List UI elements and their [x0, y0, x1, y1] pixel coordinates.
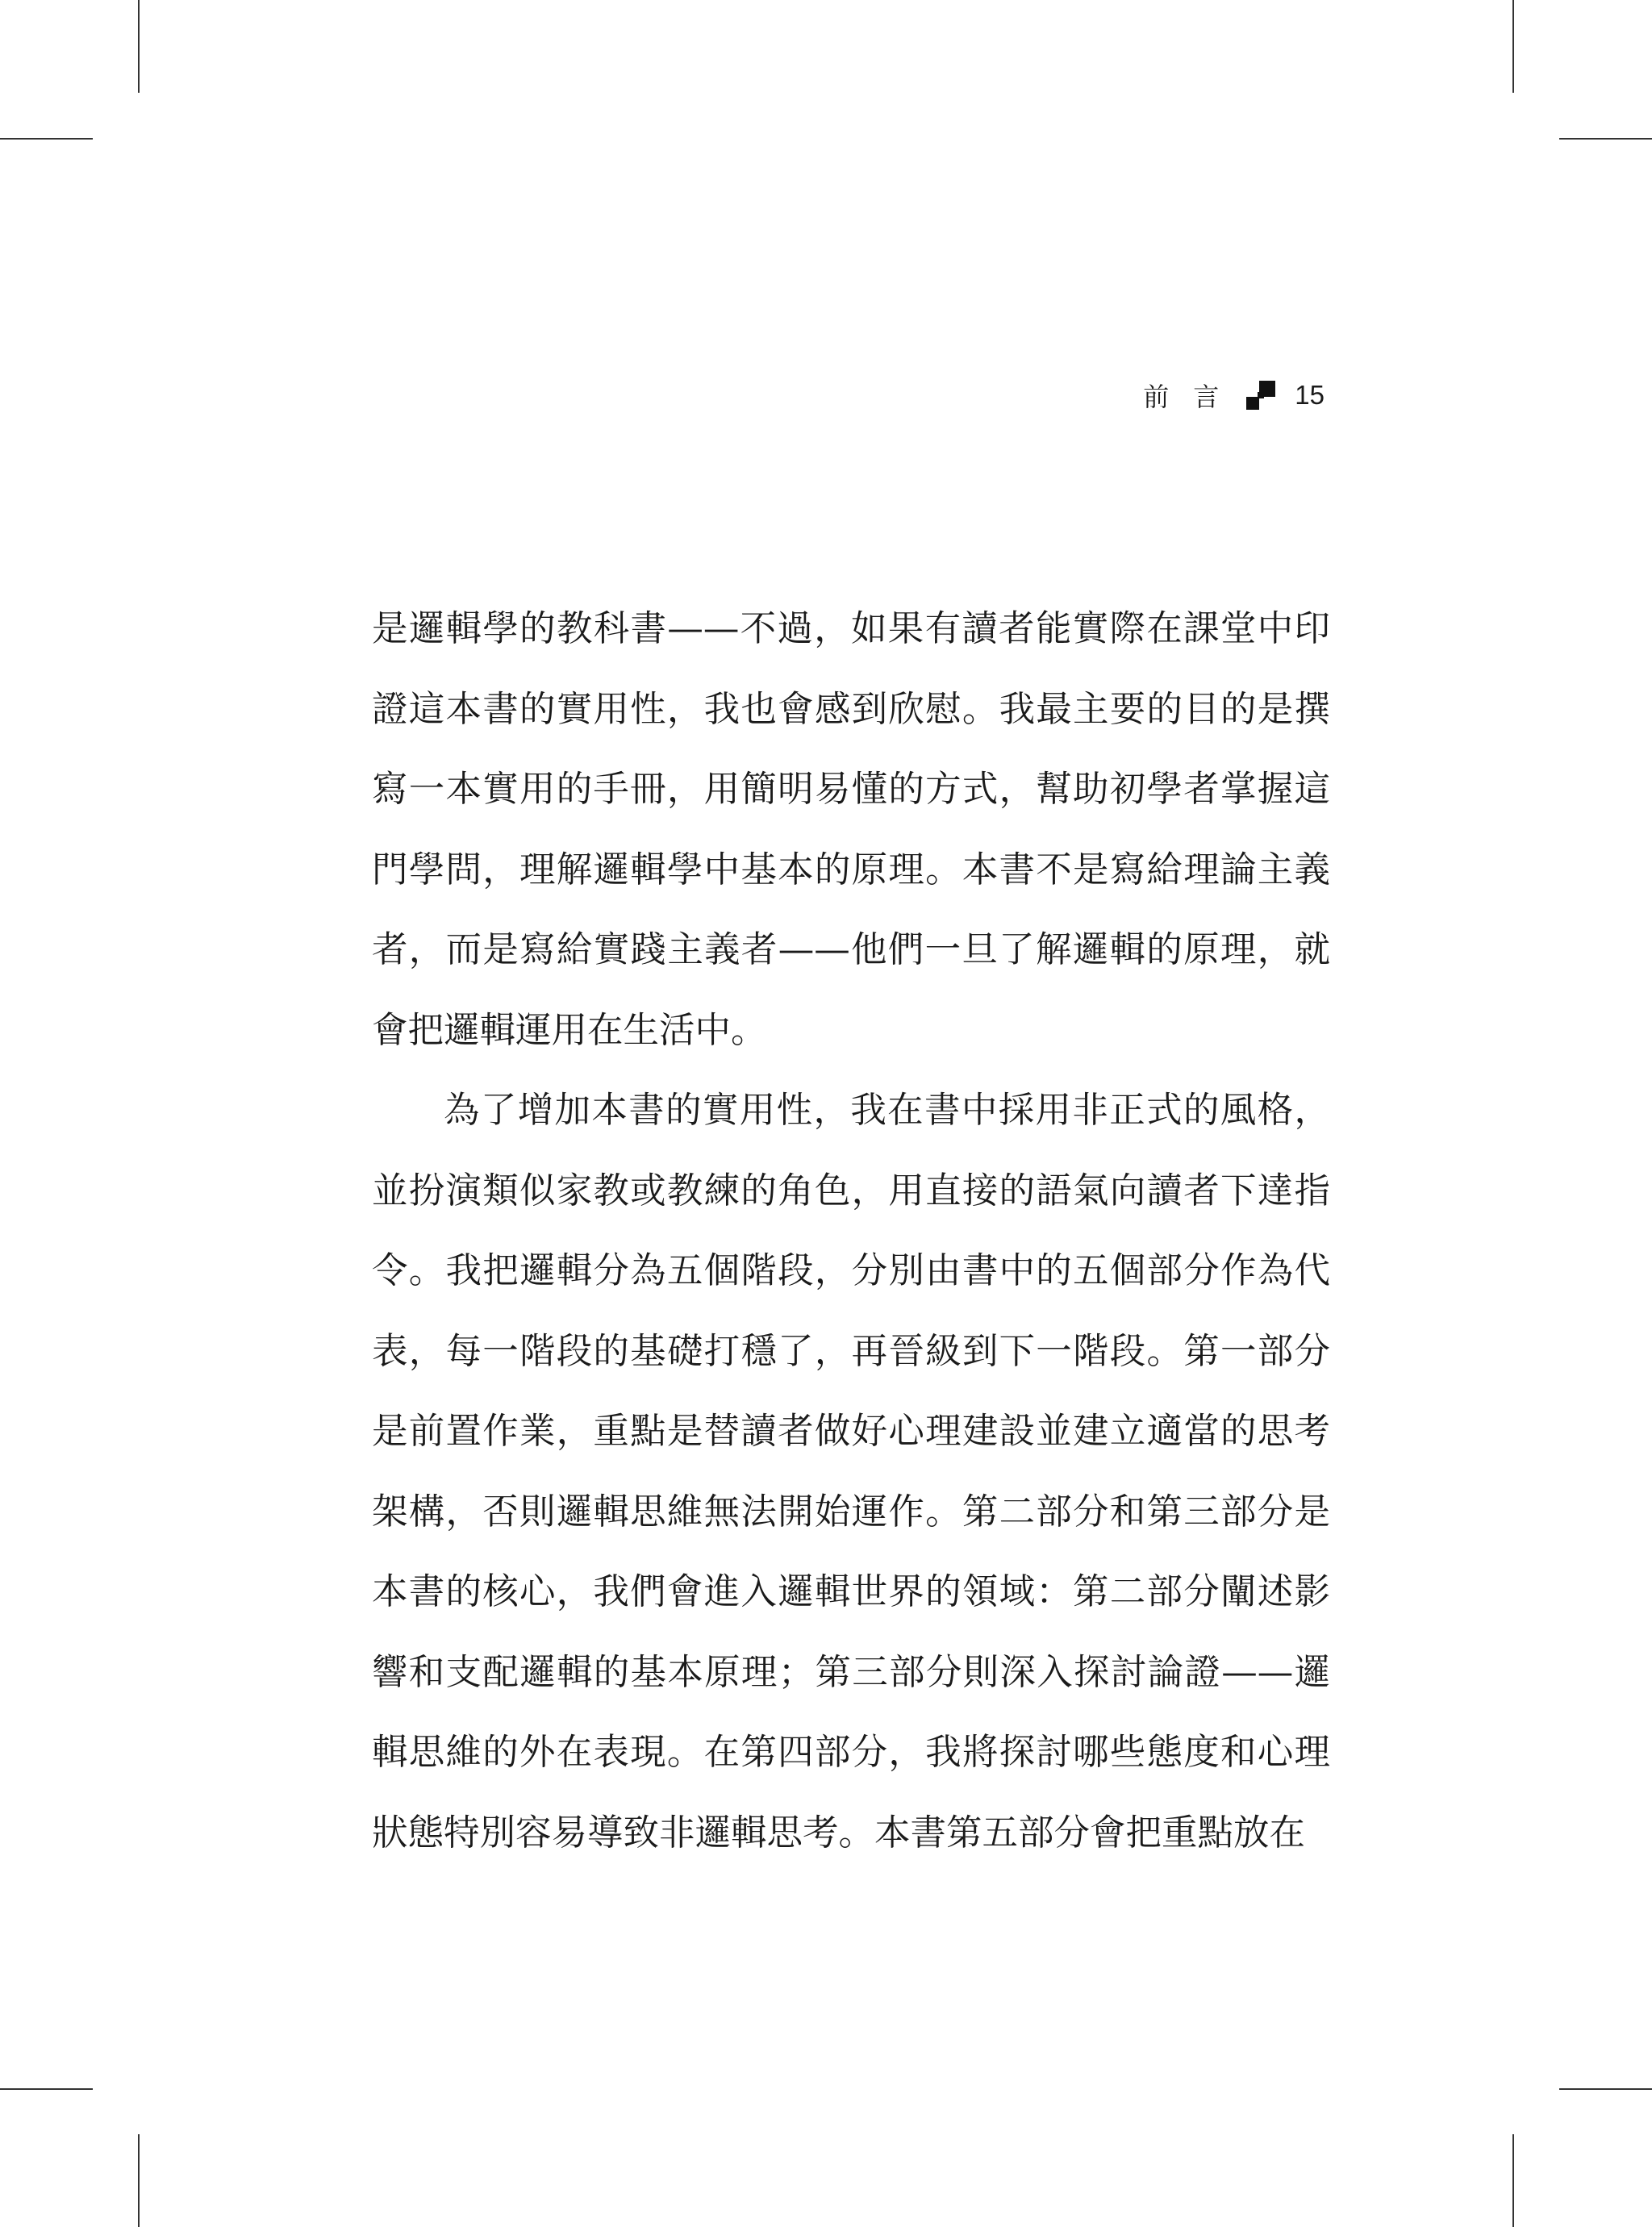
running-header [1143, 373, 1325, 418]
crop-mark-bottom-right-vertical [1512, 2134, 1514, 2227]
section-title: 前言 [1143, 382, 1244, 412]
crop-mark-top-left-vertical [138, 0, 140, 93]
crop-mark-bottom-left-horizontal [0, 2088, 93, 2090]
crop-mark-top-left-horizontal [0, 138, 93, 140]
page-ornament-icon [1246, 381, 1277, 410]
crop-mark-top-right-horizontal [1559, 138, 1652, 140]
crop-mark-bottom-left-vertical [138, 2134, 140, 2227]
paragraph: 是邏輯學的教科書——不過，如果有讀者能實際在課堂中印證這本書的實用性，我也會感到欣慰。我最主要的目的是撰寫一本實用的手冊，用簡明易懂的方式，幫助初學者掌握這門學問，理解邏輯學中基本的原理。本書不是寫給理論主義者，而是寫給實踐主義者——他們一旦了解邏輯的原理，就會把邏輯運用在生活中。 [372, 608, 1330, 1051]
crop-mark-top-right-vertical [1512, 0, 1514, 93]
crop-mark-bottom-right-horizontal [1559, 2088, 1652, 2090]
body-text [372, 589, 1330, 1873]
page-number: 15 [1295, 380, 1325, 410]
paragraph: 為了增加本書的實用性，我在書中採用非正式的風格，並扮演類似家教或教練的角色，用直接的語氣向讀者下達指令。我把邏輯分為五個階段，分別由書中的五個部分作為代表，每一階段的基礎打穩了，再晉級到下一階段。第一部分是前置作業，重點是替讀者做好心理建設並建立適當的思考架構，否則邏輯思維無法開始運作。第二部分和第三部分是本書的核心，我們會進入邏輯世界的領域：第二部分闡述影響和支配邏輯的基本原理；第三部分則深入探討論證——邏輯思維的外在表現。在第四部分，我將探討哪些態度和心理狀態特別容易導致非邏輯思考。本書第五部分會把重點放在 [372, 1090, 1330, 1854]
